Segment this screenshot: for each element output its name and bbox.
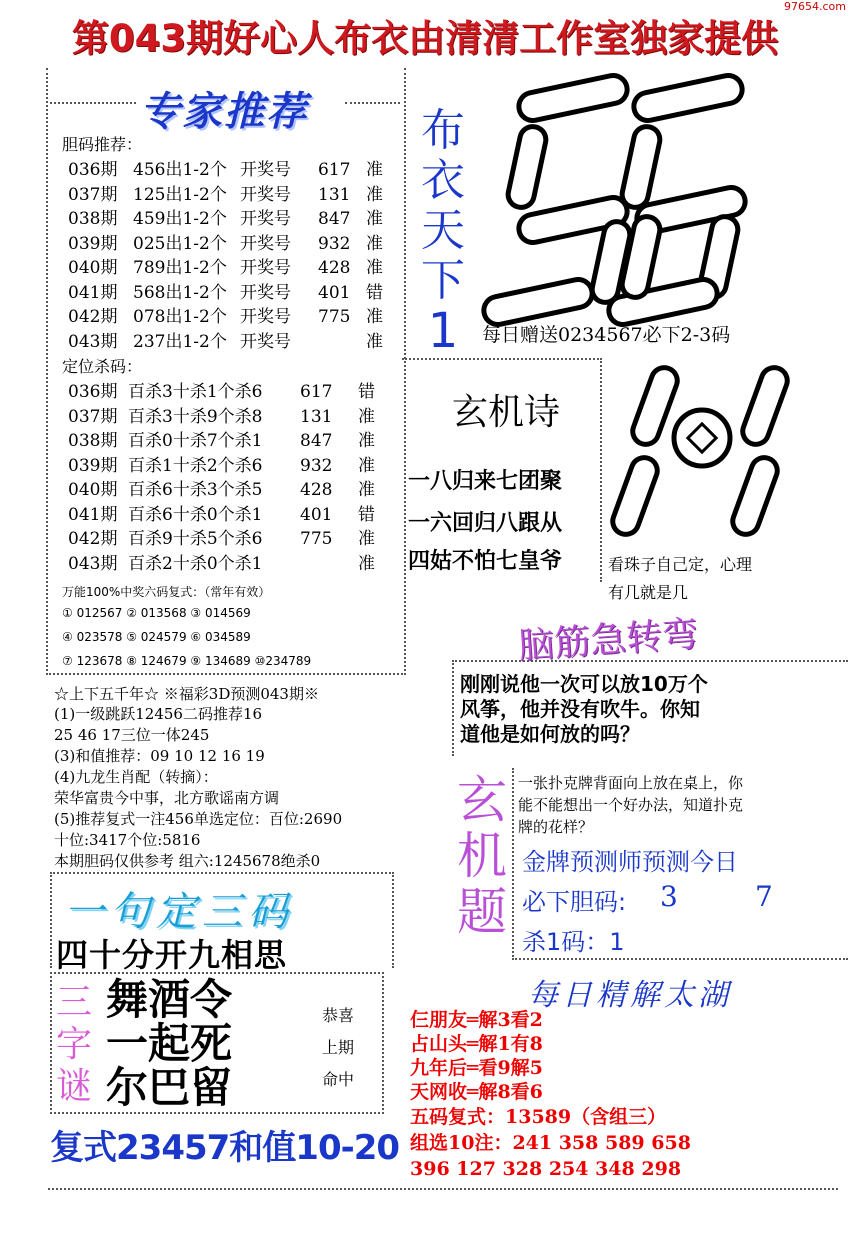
kill-row bbox=[68, 478, 398, 502]
dan-label-open: 开奖号 bbox=[240, 282, 291, 303]
dan-label-open: 开奖号 bbox=[240, 233, 291, 254]
dan-b: 7 bbox=[755, 880, 773, 913]
taihu-line-3: 九年后═看9解5 bbox=[410, 1057, 543, 1079]
kill-pick: 百杀6十杀0个杀1 bbox=[128, 504, 263, 525]
dan-issue: 043期 bbox=[68, 331, 118, 352]
dan-number: 617 bbox=[318, 160, 351, 180]
dan-row bbox=[68, 256, 398, 280]
riddle-2: 一起死 bbox=[106, 1019, 233, 1068]
dan-row bbox=[68, 281, 398, 305]
poem-note-1: 看珠子自己定，心理 bbox=[608, 555, 753, 574]
dan-row bbox=[68, 207, 398, 231]
xuanji-char-1: 玄 bbox=[457, 771, 507, 829]
six-label: 万能100%中奖六码复式：（常年有效） bbox=[62, 585, 271, 599]
taihu-group-1: 组选10注：241 358 589 658 bbox=[410, 1132, 691, 1154]
gold-line: 金牌预测师预测今日 bbox=[522, 848, 738, 876]
kill-number: 131 bbox=[300, 406, 333, 427]
shangxia-line-8: 十位:3417个位:5816 bbox=[54, 831, 201, 849]
kill-row bbox=[68, 429, 398, 453]
kill-issue: 040期 bbox=[68, 480, 118, 500]
dan-pick: 025出1-2个 bbox=[133, 233, 227, 254]
taihu-five: 五码复式：13589（含组三） bbox=[410, 1106, 667, 1128]
dan-number: 775 bbox=[318, 307, 351, 327]
dan-pick: 568出1-2个 bbox=[133, 282, 227, 303]
dan-label-open: 开奖号 bbox=[240, 209, 291, 229]
kill-label: 定位杀码： bbox=[62, 357, 143, 376]
brain-text-2: 风筝，他并没有吹牛。你知 bbox=[460, 697, 700, 721]
budong-char-1: 布 bbox=[421, 105, 465, 156]
dan-result: 准 bbox=[366, 258, 383, 278]
coin-graphic bbox=[602, 356, 832, 546]
taihu-line-4: 天网收═解8看6 bbox=[410, 1081, 543, 1103]
riddles bbox=[106, 975, 233, 1112]
dan-a: 3 bbox=[660, 880, 678, 913]
dan-result: 准 bbox=[366, 233, 383, 254]
kill-result: 准 bbox=[358, 480, 375, 500]
dan-row bbox=[68, 305, 398, 329]
dan-pick: 456出1-2个 bbox=[133, 160, 227, 180]
kill-result: 准 bbox=[358, 455, 375, 476]
fushi-line: 复式23457和值10-20 bbox=[50, 1128, 400, 1168]
dan-pick: 237出1-2个 bbox=[133, 331, 227, 352]
kill-issue: 038期 bbox=[68, 431, 118, 451]
dan-issue: 037期 bbox=[68, 184, 118, 205]
six-row-1: ① 012567 ② 013568 ③ 014569 bbox=[62, 606, 251, 620]
congrats-2: 上期 bbox=[322, 1038, 355, 1057]
kill-row bbox=[68, 527, 398, 551]
site-tag: 97654.com bbox=[784, 0, 846, 13]
kill-number: 401 bbox=[300, 504, 333, 525]
riddle-1: 舞酒令 bbox=[106, 975, 233, 1024]
poem-note-2: 有几就是几 bbox=[608, 583, 689, 602]
daily-gift: 每日赠送0234567必下2-3码 bbox=[482, 324, 731, 346]
expert-heading: 专家推荐 bbox=[140, 89, 308, 135]
xuanji-text-3: 牌的花样？ bbox=[518, 818, 594, 836]
dan-issue: 041期 bbox=[68, 282, 118, 303]
shangxia-line-9: 本期胆码仅供参考 组六:1245678绝杀0 bbox=[54, 852, 321, 870]
taihu-heading: 每日精解太湖 bbox=[528, 978, 732, 1013]
kill-number: 932 bbox=[300, 455, 333, 476]
kill-number: 428 bbox=[300, 480, 333, 500]
shangxia-line-7: (5)推荐复式一注456单选定位：百位:2690 bbox=[54, 810, 343, 828]
big-56-graphic bbox=[478, 66, 758, 331]
budong-char-2: 衣 bbox=[421, 155, 465, 206]
poem-line-2: 一六回归八跟从 bbox=[408, 511, 563, 536]
dan-result: 错 bbox=[366, 282, 383, 303]
kill-row bbox=[68, 503, 398, 527]
xuanji-text-1: 一张扑克牌背面向上放在桌上，你 bbox=[518, 774, 744, 792]
shangxia-block bbox=[54, 684, 342, 872]
kill-issue: 041期 bbox=[68, 504, 118, 525]
dan-result: 准 bbox=[366, 209, 383, 229]
dan-row bbox=[68, 183, 398, 207]
dan-label-today: 必下胆码: bbox=[522, 888, 627, 916]
dan-pick: 459出1-2个 bbox=[133, 209, 227, 229]
dan-label: 胆码推荐： bbox=[62, 135, 143, 154]
taihu-block bbox=[410, 1008, 691, 1182]
dan-issue: 040期 bbox=[68, 258, 118, 278]
zimi-char-2: 字 bbox=[55, 1024, 92, 1065]
poem-line-1: 一八归来七团聚 bbox=[408, 469, 563, 494]
kill-issue: 043期 bbox=[68, 553, 118, 574]
dan-result: 准 bbox=[366, 160, 383, 180]
six-row-2: ④ 023578 ⑤ 024579 ⑥ 034589 bbox=[62, 630, 251, 644]
shangxia-line-3: 25 46 17三位一体245 bbox=[54, 726, 210, 744]
shangxia-line-2: (1)一级跳跃12456二码推荐16 bbox=[54, 705, 263, 723]
yiju-phrase: 四十分开九相思 bbox=[56, 936, 288, 974]
dan-number: 401 bbox=[318, 282, 351, 303]
zimi-char-3: 谜 bbox=[55, 1066, 92, 1107]
yiju-heading: 一句定三码 bbox=[64, 889, 294, 935]
dan-row bbox=[68, 158, 398, 182]
brain-heading: 脑筋急转弯 bbox=[516, 613, 700, 668]
six-row-3: ⑦ 123678 ⑧ 124679 ⑨ 134689 ⑩234789 bbox=[62, 654, 312, 668]
xuanji-text-2: 能不能想出一个好办法，知道扑克 bbox=[518, 796, 744, 814]
kill-row bbox=[68, 552, 398, 576]
taihu-line-1: 仨朋友═解3看2 bbox=[410, 1009, 543, 1031]
dan-issue: 042期 bbox=[68, 307, 118, 327]
dan-pick: 125出1-2个 bbox=[133, 184, 227, 205]
zimi-char-1: 三 bbox=[55, 982, 92, 1023]
kill-issue: 039期 bbox=[68, 455, 118, 476]
dan-row bbox=[68, 330, 398, 354]
dan-label-open: 开奖号 bbox=[240, 160, 291, 180]
kill-issue: 042期 bbox=[68, 529, 118, 549]
kill-pick: 百杀2十杀0个杀1 bbox=[128, 553, 263, 574]
congrats-3: 命中 bbox=[322, 1070, 355, 1089]
shangxia-line-6: 荣华富贵今中事，北方歌谣南方调 bbox=[54, 789, 280, 807]
kill-result: 准 bbox=[358, 553, 375, 574]
budong-char-5: 1 bbox=[427, 303, 459, 359]
dan-pick: 078出1-2个 bbox=[133, 307, 227, 327]
congrats bbox=[322, 1000, 354, 1096]
kill-number: 847 bbox=[300, 431, 333, 451]
poem-heading: 玄机诗 bbox=[452, 392, 561, 433]
budong-char-3: 天 bbox=[421, 205, 465, 256]
dan-label-open: 开奖号 bbox=[240, 307, 291, 327]
kill-issue: 036期 bbox=[68, 382, 118, 402]
dan-pick: 789出1-2个 bbox=[133, 258, 227, 278]
bottom-divider bbox=[48, 1188, 838, 1190]
kill-issue: 037期 bbox=[68, 406, 118, 427]
dan-label-open: 开奖号 bbox=[240, 331, 291, 352]
taihu-group-2: 396 127 328 254 348 298 bbox=[410, 1158, 682, 1180]
kill-row bbox=[68, 380, 398, 404]
dan-label-open: 开奖号 bbox=[240, 184, 291, 205]
kill-row bbox=[68, 454, 398, 478]
kill-result: 准 bbox=[358, 406, 375, 427]
xuanji-vertical bbox=[452, 772, 512, 940]
brain-text-3: 道他是如何放的吗？ bbox=[460, 722, 640, 746]
kill-pick: 百杀1十杀2个杀6 bbox=[128, 455, 263, 476]
dan-number: 847 bbox=[318, 209, 351, 229]
shangxia-line-4: (3)和值推荐：09 10 12 16 19 bbox=[54, 747, 265, 765]
dan-issue: 036期 bbox=[68, 160, 118, 180]
dan-number: 131 bbox=[318, 184, 351, 205]
kill-number: 617 bbox=[300, 382, 333, 402]
shangxia-line-1: ☆上下五千年☆ ※福彩3D预测043期※ bbox=[54, 685, 319, 703]
page-title: 第043期好心人布衣由清清工作室独家提供 bbox=[71, 17, 779, 60]
kill-result: 准 bbox=[358, 431, 375, 451]
kill-row bbox=[68, 405, 398, 429]
riddle-3: 尔巴留 bbox=[106, 1063, 233, 1112]
brain-text-1: 刚刚说他一次可以放10万个 bbox=[460, 672, 708, 696]
xuanji-char-3: 题 bbox=[457, 883, 507, 941]
shangxia-line-5: (4)九龙生肖配（转摘）： bbox=[54, 768, 218, 786]
budong-char-4: 下 bbox=[421, 255, 465, 306]
kill-pick: 百杀6十杀3个杀5 bbox=[128, 480, 263, 500]
xuanji-char-2: 机 bbox=[457, 827, 507, 885]
kill-result: 准 bbox=[358, 529, 375, 549]
dan-issue: 038期 bbox=[68, 209, 118, 229]
dan-result: 准 bbox=[366, 331, 383, 352]
dan-number: 932 bbox=[318, 233, 351, 254]
kill-pick: 百杀0十杀7个杀1 bbox=[128, 431, 263, 451]
dan-number: 428 bbox=[318, 258, 351, 278]
budong-vertical bbox=[418, 105, 468, 359]
kill-today: 杀1码：1 bbox=[522, 928, 625, 956]
congrats-1: 恭喜 bbox=[322, 1006, 355, 1025]
poem-line-3: 四姑不怕七皇爷 bbox=[408, 549, 563, 574]
dan-row bbox=[68, 232, 398, 256]
kill-pick: 百杀3十杀9个杀8 bbox=[128, 406, 263, 427]
dan-label-open: 开奖号 bbox=[240, 258, 291, 278]
kill-pick: 百杀3十杀1个杀6 bbox=[128, 382, 263, 402]
kill-result: 错 bbox=[358, 382, 375, 402]
dan-result: 准 bbox=[366, 184, 383, 205]
kill-pick: 百杀9十杀5个杀6 bbox=[128, 529, 263, 549]
dan-issue: 039期 bbox=[68, 233, 118, 254]
taihu-line-2: 占山头═解1有8 bbox=[410, 1033, 543, 1055]
dan-result: 准 bbox=[366, 307, 383, 327]
kill-number: 775 bbox=[300, 529, 333, 549]
kill-result: 错 bbox=[358, 504, 375, 525]
zimi-vertical bbox=[54, 982, 94, 1108]
